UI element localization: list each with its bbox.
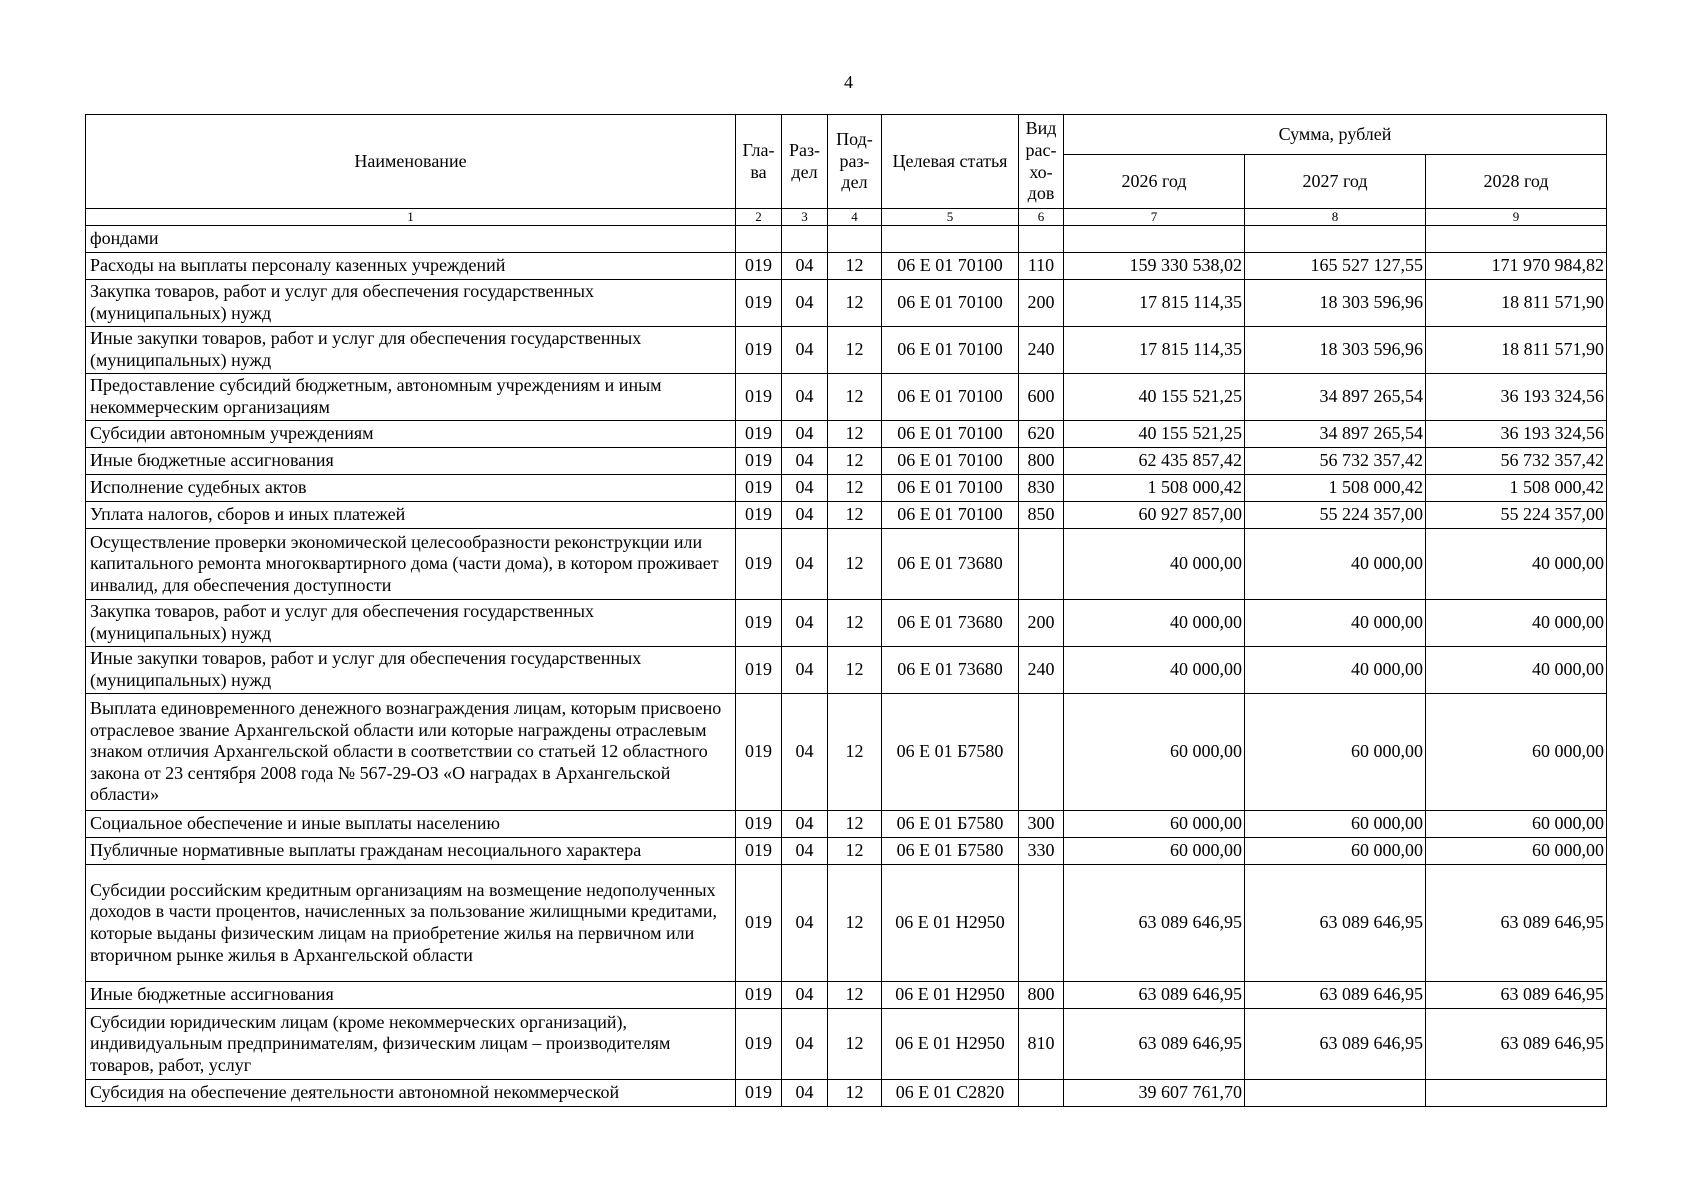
- row-sum-2028: 171 970 984,82: [1426, 253, 1607, 280]
- row-sum-2028: 40 000,00: [1426, 529, 1607, 600]
- row-sum-2027: 60 000,00: [1245, 694, 1426, 811]
- row-sum-2026: 63 089 646,95: [1064, 865, 1245, 982]
- row-name: Социальное обеспечение и иные выплаты населению: [86, 811, 736, 838]
- column-number: 5: [882, 209, 1019, 226]
- row-sum-2027: 56 732 357,42: [1245, 448, 1426, 475]
- row-celevaya-statya: 06 Е 01 73680: [882, 647, 1019, 694]
- row-sum-2028: 63 089 646,95: [1426, 865, 1607, 982]
- row-vid-rashodov: [1019, 865, 1064, 982]
- row-sum-2028: 63 089 646,95: [1426, 982, 1607, 1009]
- row-podrazdel: 12: [828, 600, 882, 647]
- row-sum-2026: 1 508 000,42: [1064, 475, 1245, 502]
- row-glava: [736, 226, 782, 253]
- row-celevaya-statya: 06 Е 01 70100: [882, 374, 1019, 421]
- row-podrazdel: [828, 226, 882, 253]
- header-year-2027: 2027 год: [1245, 155, 1426, 209]
- row-sum-2026: 159 330 538,02: [1064, 253, 1245, 280]
- row-sum-2026: 39 607 761,70: [1064, 1080, 1245, 1107]
- header-year-2028: 2028 год: [1426, 155, 1607, 209]
- column-number: 4: [828, 209, 882, 226]
- row-razdel: 04: [782, 600, 828, 647]
- row-podrazdel: 12: [828, 529, 882, 600]
- row-sum-2028: [1426, 1080, 1607, 1107]
- row-razdel: 04: [782, 475, 828, 502]
- row-razdel: 04: [782, 865, 828, 982]
- row-celevaya-statya: 06 Е 01 Б7580: [882, 838, 1019, 865]
- row-glava: 019: [736, 475, 782, 502]
- row-sum-2028: [1426, 226, 1607, 253]
- row-glava: 019: [736, 374, 782, 421]
- row-sum-2027: 18 303 596,96: [1245, 327, 1426, 374]
- row-sum-2028: 55 224 357,00: [1426, 502, 1607, 529]
- header-vid-rashodov: Вид рас-хо-дов: [1019, 115, 1064, 209]
- table-row: [86, 327, 1607, 374]
- row-sum-2027: [1245, 226, 1426, 253]
- row-name: Субсидии автономным учреждениям: [86, 421, 736, 448]
- row-razdel: 04: [782, 694, 828, 811]
- table-row: [86, 694, 1607, 811]
- row-vid-rashodov: 330: [1019, 838, 1064, 865]
- row-name: Иные закупки товаров, работ и услуг для обеспечения государственных (муниципальных) нужд: [86, 327, 736, 374]
- row-razdel: 04: [782, 421, 828, 448]
- row-razdel: 04: [782, 448, 828, 475]
- row-razdel: 04: [782, 647, 828, 694]
- row-razdel: 04: [782, 374, 828, 421]
- row-razdel: 04: [782, 280, 828, 327]
- row-vid-rashodov: 200: [1019, 600, 1064, 647]
- row-sum-2026: 40 000,00: [1064, 529, 1245, 600]
- row-vid-rashodov: 300: [1019, 811, 1064, 838]
- row-celevaya-statya: 06 Е 01 70100: [882, 502, 1019, 529]
- row-name: фондами: [86, 226, 736, 253]
- row-podrazdel: 12: [828, 647, 882, 694]
- row-razdel: 04: [782, 253, 828, 280]
- row-podrazdel: 12: [828, 475, 882, 502]
- row-name: Закупка товаров, работ и услуг для обеспечения государственных (муниципальных) нужд: [86, 280, 736, 327]
- row-name: Исполнение судебных актов: [86, 475, 736, 502]
- row-name: Иные бюджетные ассигнования: [86, 448, 736, 475]
- row-podrazdel: 12: [828, 502, 882, 529]
- row-sum-2027: 18 303 596,96: [1245, 280, 1426, 327]
- row-sum-2028: 36 193 324,56: [1426, 374, 1607, 421]
- header-celevaya-statya: Целевая статья: [882, 115, 1019, 209]
- row-glava: 019: [736, 253, 782, 280]
- row-sum-2027: [1245, 1080, 1426, 1107]
- row-sum-2026: 40 155 521,25: [1064, 421, 1245, 448]
- row-name: Субсидии юридическим лицам (кроме некоммерческих организаций), индивидуальным предпринимателям, физическим лицам – производителям товаров, работ, услуг: [86, 1009, 736, 1080]
- row-glava: 019: [736, 982, 782, 1009]
- row-podrazdel: 12: [828, 327, 882, 374]
- column-number: 1: [86, 209, 736, 226]
- row-razdel: 04: [782, 502, 828, 529]
- row-sum-2026: [1064, 226, 1245, 253]
- row-vid-rashodov: 240: [1019, 647, 1064, 694]
- row-glava: 019: [736, 529, 782, 600]
- table-row: [86, 600, 1607, 647]
- row-name: Расходы на выплаты персоналу казенных учреждений: [86, 253, 736, 280]
- row-glava: 019: [736, 421, 782, 448]
- row-sum-2027: 34 897 265,54: [1245, 374, 1426, 421]
- table-row: [86, 1009, 1607, 1080]
- row-vid-rashodov: 600: [1019, 374, 1064, 421]
- row-sum-2028: 18 811 571,90: [1426, 327, 1607, 374]
- row-sum-2027: 63 089 646,95: [1245, 982, 1426, 1009]
- row-vid-rashodov: 620: [1019, 421, 1064, 448]
- row-sum-2027: 165 527 127,55: [1245, 253, 1426, 280]
- row-vid-rashodov: 200: [1019, 280, 1064, 327]
- row-podrazdel: 12: [828, 865, 882, 982]
- row-vid-rashodov: 110: [1019, 253, 1064, 280]
- row-glava: 019: [736, 448, 782, 475]
- row-name: Субсидии российским кредитным организациям на возмещение недополученных доходов в части процентов, начисленных за пользование жилищными кредитами, которые выданы физическим лицам на приобретение жилья на первичном или вторичном рынке жилья в Архангельской области: [86, 865, 736, 982]
- row-sum-2026: 63 089 646,95: [1064, 1009, 1245, 1080]
- header-razdel: Раз-дел: [782, 115, 828, 209]
- table-row: [86, 475, 1607, 502]
- row-glava: 019: [736, 502, 782, 529]
- table-row: [86, 374, 1607, 421]
- row-sum-2026: 40 155 521,25: [1064, 374, 1245, 421]
- column-number: 9: [1426, 209, 1607, 226]
- row-glava: 019: [736, 1009, 782, 1080]
- row-podrazdel: 12: [828, 838, 882, 865]
- row-sum-2026: 60 000,00: [1064, 838, 1245, 865]
- row-sum-2027: 40 000,00: [1245, 600, 1426, 647]
- row-sum-2027: 63 089 646,95: [1245, 1009, 1426, 1080]
- row-sum-2026: 17 815 114,35: [1064, 280, 1245, 327]
- row-razdel: 04: [782, 982, 828, 1009]
- row-glava: 019: [736, 647, 782, 694]
- row-sum-2027: 40 000,00: [1245, 647, 1426, 694]
- row-name: Субсидия на обеспечение деятельности автономной некоммерческой: [86, 1080, 736, 1107]
- column-number: 6: [1019, 209, 1064, 226]
- row-sum-2028: 63 089 646,95: [1426, 1009, 1607, 1080]
- row-sum-2027: 34 897 265,54: [1245, 421, 1426, 448]
- row-podrazdel: 12: [828, 280, 882, 327]
- header-glava: Гла-ва: [736, 115, 782, 209]
- row-razdel: 04: [782, 838, 828, 865]
- row-sum-2028: 1 508 000,42: [1426, 475, 1607, 502]
- row-sum-2026: 62 435 857,42: [1064, 448, 1245, 475]
- row-vid-rashodov: 830: [1019, 475, 1064, 502]
- table-row: [86, 421, 1607, 448]
- row-celevaya-statya: 06 Е 01 Н2950: [882, 1009, 1019, 1080]
- row-podrazdel: 12: [828, 982, 882, 1009]
- budget-table: [85, 114, 1607, 1107]
- row-sum-2027: 60 000,00: [1245, 838, 1426, 865]
- table-row: [86, 448, 1607, 475]
- header-podrazdel: Под-раз-дел: [828, 115, 882, 209]
- row-razdel: 04: [782, 1080, 828, 1107]
- row-sum-2027: 60 000,00: [1245, 811, 1426, 838]
- row-celevaya-statya: 06 Е 01 70100: [882, 253, 1019, 280]
- row-name: Предоставление субсидий бюджетным, автономным учреждениям и иным некоммерческим организациям: [86, 374, 736, 421]
- row-sum-2027: 55 224 357,00: [1245, 502, 1426, 529]
- row-sum-2028: 56 732 357,42: [1426, 448, 1607, 475]
- row-sum-2028: 40 000,00: [1426, 600, 1607, 647]
- row-sum-2028: 60 000,00: [1426, 838, 1607, 865]
- row-glava: 019: [736, 327, 782, 374]
- row-podrazdel: 12: [828, 694, 882, 811]
- row-name: Иные бюджетные ассигнования: [86, 982, 736, 1009]
- row-glava: 019: [736, 280, 782, 327]
- row-razdel: 04: [782, 811, 828, 838]
- row-vid-rashodov: 810: [1019, 1009, 1064, 1080]
- row-celevaya-statya: 06 Е 01 73680: [882, 600, 1019, 647]
- row-vid-rashodov: 800: [1019, 982, 1064, 1009]
- row-vid-rashodov: [1019, 694, 1064, 811]
- column-number: 7: [1064, 209, 1245, 226]
- row-razdel: 04: [782, 327, 828, 374]
- table-row: [86, 647, 1607, 694]
- row-vid-rashodov: [1019, 1080, 1064, 1107]
- row-podrazdel: 12: [828, 253, 882, 280]
- row-vid-rashodov: 850: [1019, 502, 1064, 529]
- row-celevaya-statya: 06 Е 01 70100: [882, 421, 1019, 448]
- table-row: [86, 502, 1607, 529]
- row-sum-2026: 60 000,00: [1064, 811, 1245, 838]
- row-podrazdel: 12: [828, 811, 882, 838]
- table-body: [86, 226, 1607, 1107]
- row-sum-2027: 1 508 000,42: [1245, 475, 1426, 502]
- row-razdel: 04: [782, 1009, 828, 1080]
- row-sum-2028: 60 000,00: [1426, 694, 1607, 811]
- row-name: Публичные нормативные выплаты гражданам несоциального характера: [86, 838, 736, 865]
- row-podrazdel: 12: [828, 374, 882, 421]
- row-vid-rashodov: [1019, 529, 1064, 600]
- row-celevaya-statya: 06 Е 01 Н2950: [882, 865, 1019, 982]
- row-name: Иные закупки товаров, работ и услуг для обеспечения государственных (муниципальных) нужд: [86, 647, 736, 694]
- row-podrazdel: 12: [828, 448, 882, 475]
- header-summa: Сумма, рублей: [1064, 115, 1607, 155]
- row-podrazdel: 12: [828, 1009, 882, 1080]
- row-sum-2026: 40 000,00: [1064, 600, 1245, 647]
- row-celevaya-statya: 06 Е 01 73680: [882, 529, 1019, 600]
- row-sum-2028: 36 193 324,56: [1426, 421, 1607, 448]
- page-number: 4: [844, 72, 853, 92]
- row-vid-rashodov: 800: [1019, 448, 1064, 475]
- table-row: [86, 280, 1607, 327]
- row-podrazdel: 12: [828, 421, 882, 448]
- table-row: [86, 865, 1607, 982]
- row-celevaya-statya: 06 Е 01 70100: [882, 327, 1019, 374]
- row-sum-2027: 40 000,00: [1245, 529, 1426, 600]
- row-sum-2028: 60 000,00: [1426, 811, 1607, 838]
- column-number-row: [86, 209, 1607, 226]
- table-row: [86, 1080, 1607, 1107]
- row-celevaya-statya: 06 Е 01 С2820: [882, 1080, 1019, 1107]
- row-vid-rashodov: 240: [1019, 327, 1064, 374]
- row-name: Уплата налогов, сборов и иных платежей: [86, 502, 736, 529]
- row-celevaya-statya: 06 Е 01 70100: [882, 475, 1019, 502]
- row-razdel: [782, 226, 828, 253]
- row-glava: 019: [736, 694, 782, 811]
- row-celevaya-statya: 06 Е 01 Н2950: [882, 982, 1019, 1009]
- row-sum-2026: 60 927 857,00: [1064, 502, 1245, 529]
- table-row: [86, 838, 1607, 865]
- row-celevaya-statya: 06 Е 01 Б7580: [882, 694, 1019, 811]
- row-sum-2026: 63 089 646,95: [1064, 982, 1245, 1009]
- row-celevaya-statya: 06 Е 01 70100: [882, 280, 1019, 327]
- row-name: Осуществление проверки экономической целесообразности реконструкции или капитального ремонта многоквартирного дома (части дома), в котором проживает инвалид, для обеспечения доступности: [86, 529, 736, 600]
- row-glava: 019: [736, 838, 782, 865]
- table-header: [86, 115, 1607, 226]
- column-number: 3: [782, 209, 828, 226]
- row-glava: 019: [736, 811, 782, 838]
- row-sum-2026: 40 000,00: [1064, 647, 1245, 694]
- table-row: [86, 811, 1607, 838]
- row-celevaya-statya: 06 Е 01 70100: [882, 448, 1019, 475]
- row-name: Закупка товаров, работ и услуг для обеспечения государственных (муниципальных) нужд: [86, 600, 736, 647]
- row-celevaya-statya: [882, 226, 1019, 253]
- row-glava: 019: [736, 600, 782, 647]
- table-row: [86, 253, 1607, 280]
- row-name: Выплата единовременного денежного вознаграждения лицам, которым присвоено отраслевое звание Архангельской области или которые награждены отраслевым знаком отличия Архангельской области в соответствии со статьей 12 областного закона от 23 сентября 2008 года № 567-29-ОЗ «О наградах в Архангельской области»: [86, 694, 736, 811]
- row-glava: 019: [736, 1080, 782, 1107]
- row-razdel: 04: [782, 529, 828, 600]
- table-row: [86, 529, 1607, 600]
- column-number: 2: [736, 209, 782, 226]
- row-sum-2026: 60 000,00: [1064, 694, 1245, 811]
- row-glava: 019: [736, 865, 782, 982]
- row-sum-2028: 40 000,00: [1426, 647, 1607, 694]
- row-sum-2028: 18 811 571,90: [1426, 280, 1607, 327]
- row-sum-2027: 63 089 646,95: [1245, 865, 1426, 982]
- row-celevaya-statya: 06 Е 01 Б7580: [882, 811, 1019, 838]
- column-number: 8: [1245, 209, 1426, 226]
- table-row: [86, 226, 1607, 253]
- row-podrazdel: 12: [828, 1080, 882, 1107]
- row-vid-rashodov: [1019, 226, 1064, 253]
- table-row: [86, 982, 1607, 1009]
- header-year-2026: 2026 год: [1064, 155, 1245, 209]
- header-name: Наименование: [86, 115, 736, 209]
- row-sum-2026: 17 815 114,35: [1064, 327, 1245, 374]
